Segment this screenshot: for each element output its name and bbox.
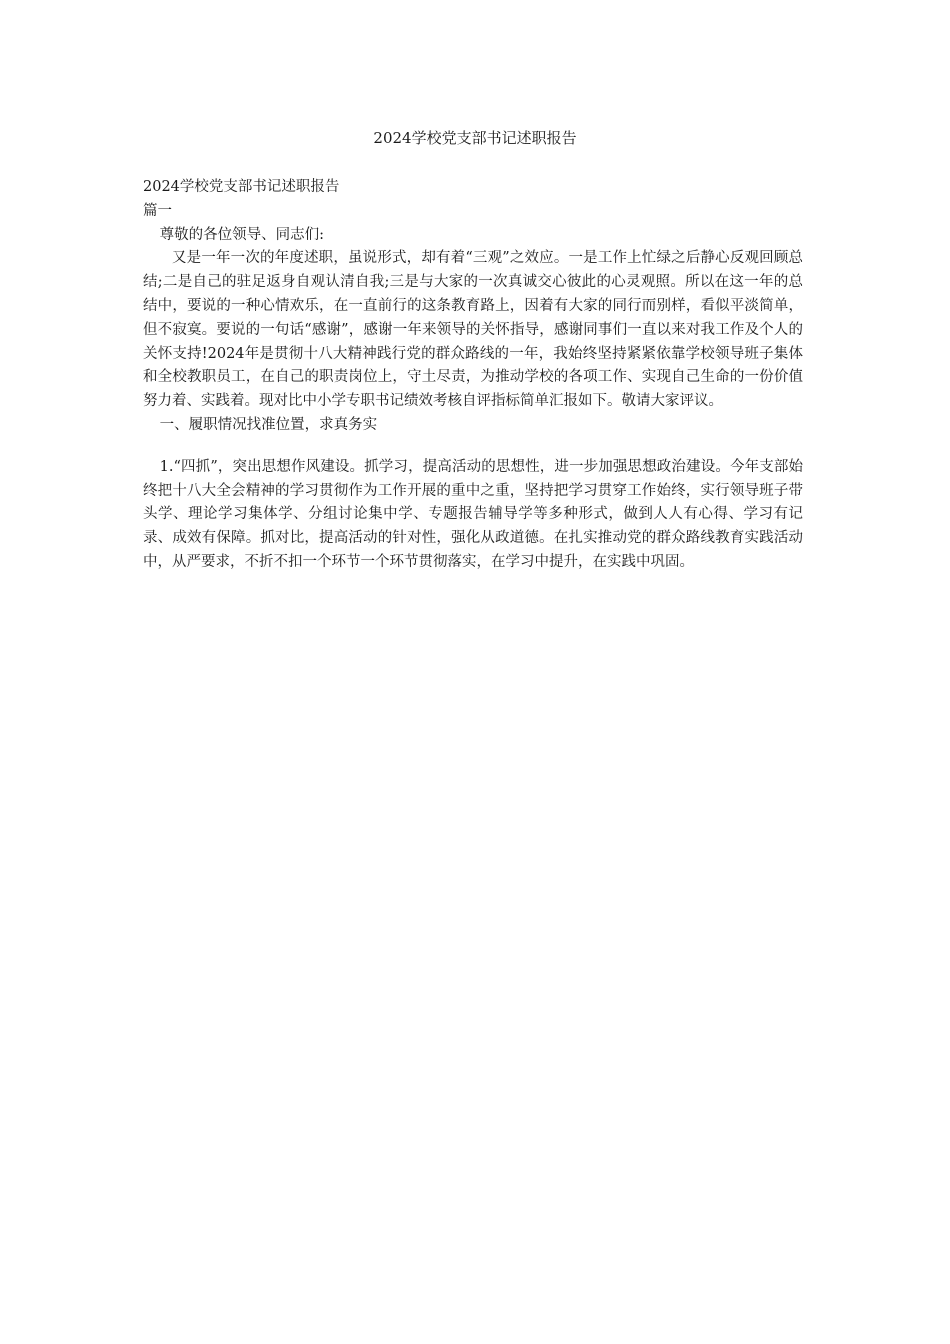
document-body — [143, 176, 803, 575]
paragraph-intro: 又是一年一次的年度述职，虽说形式，却有着“三观”之效应。一是工作上忙绿之后静心反观回顾总结;二是自己的驻足返身自观认清自我;三是与大家的一次真诚交心彼此的心灵观照。所以在这一年的总结中，要说的一种心情欢乐，在一直前行的这条教育路上，因着有大家的同行而别样，看似平淡简单，但不寂寞。要说的一句话“感谢”，感谢一年来领导的关怀指导，感谢同事们一直以来对我工作及个人的关怀支持!2024年是贯彻十八大精神践行党的群众路线的一年，我始终坚持紧紧依靠学校领导班子集体和全校教职员工，在自己的职责岗位上，守土尽责，为推动学校的各项工作、实现自己生命的一份价值努力着、实践着。现对比中小学专职书记绩效考核自评指标简单汇报如下。敬请大家评议。 — [143, 250, 803, 410]
section-heading: 一、履职情况找准位置，求真务实 — [159, 416, 378, 433]
document-title: 2024学校党支部书记述职报告 — [373, 129, 577, 147]
paragraph-spacer — [143, 438, 803, 456]
salutation: 尊敬的各位领导、同志们: — [159, 226, 325, 243]
document-heading: 2024学校党支部书记述职报告 — [143, 179, 340, 195]
paragraph-four-grasps: 1.“四抓”，突出思想作风建设。抓学习，提高活动的思想性，进一步加强思想政治建设。今年支部始终把十八大全会精神的学习贯彻作为工作开展的重中之重，坚持把学习贯穿工作始终，实行领导班子带头学、理论学习集体学、分组讨论集中学、专题报告辅导学等多种形式，做到人人有心得、学习有记录、成效有保障。抓对比，提高活动的针对性，强化从政道德。在扎实推动党的群众路线教育实践活动中，从严要求，不折不扣一个环节一个环节贯彻落实，在学习中提升，在实践中巩固。 — [143, 458, 803, 570]
section-label: 篇一 — [143, 202, 172, 219]
